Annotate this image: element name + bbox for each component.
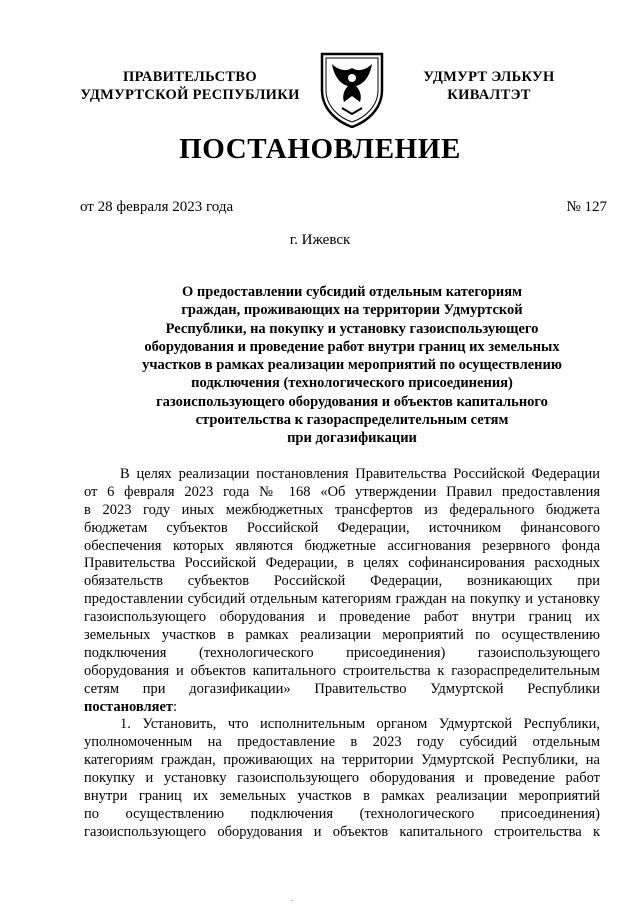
subject-line: строительства к газораспределительным сетям — [195, 412, 509, 429]
subject-line: участков в рамках реализации мероприятий по осуществлению — [142, 357, 562, 374]
header-right-line: КИВАЛТЭТ — [447, 87, 531, 103]
body-line: предоставлении субсидий отдельным категориям граждан на покупку и установку — [84, 591, 600, 608]
body-line-resolution — [84, 699, 600, 717]
body-line: подключения (технологического присоединения) газоиспользующего — [84, 644, 600, 661]
resolution-colon: : — [173, 698, 178, 715]
body-line: газоиспользующего оборудования и проведение работ внутри границ их — [84, 609, 600, 626]
body-line: сетям при догазификации» Правительство Удмуртской Республики — [84, 680, 600, 697]
subject-line: О предоставлении субсидий отдельным категориям — [182, 284, 522, 300]
document-subject — [80, 283, 624, 448]
header-left-line: УДМУРТСКОЙ РЕСПУБЛИКИ — [80, 87, 300, 103]
resolution-word: постановляет — [84, 698, 174, 715]
document-body — [84, 466, 600, 842]
government-name-russian — [74, 68, 306, 104]
body-line: от 6 февраля 2023 года № 168 «Об утверждении Правил предоставления — [84, 483, 600, 500]
government-name-udmurt — [404, 68, 574, 104]
body-line: внутри границ их земельных участков в рамках реализации мероприятий — [84, 788, 600, 805]
body-line: по осуществлению подключения (технологического присоединения) — [84, 805, 600, 822]
document-number: № 127 — [566, 199, 607, 215]
body-line: обеспечения которых являются бюджетные ассигнования резервного фонда — [84, 537, 600, 554]
body-line: 1. Установить, что исполнительным органом Удмуртской Республики, — [120, 716, 600, 733]
body-line: земельных участков в рамках реализации мероприятий по осуществлению — [84, 627, 600, 644]
body-line: газоиспользующего оборудования и объектов капитального строительства к — [84, 823, 600, 840]
header-left-line: ПРАВИТЕЛЬСТВО — [123, 69, 257, 85]
document-date: от 28 февраля 2023 года — [80, 199, 234, 215]
document-city: г. Ижевск — [289, 232, 351, 248]
subject-line: граждан, проживающих на территории Удмуртской — [181, 302, 523, 319]
subject-line: оборудования и проведение работ внутри границ их земельных — [144, 338, 560, 355]
body-line: оборудования и объектов капитального строительства к газораспределительным — [84, 662, 600, 679]
body-line: Правительства Российской Федерации, в целях софинансирования расходных — [84, 555, 600, 572]
subject-line: при догазификации — [287, 430, 417, 447]
subject-line: Республики, на покупку и установку газоиспользующего — [165, 320, 539, 337]
document-title: ПОСТАНОВЛЕНИЕ — [179, 133, 461, 165]
coat-of-arms-icon — [316, 50, 388, 128]
header-right-line: УДМУРТ ЭЛЬКУН — [423, 69, 555, 85]
scan-artifact — [291, 900, 293, 901]
body-line: бюджетам субъектов Российской Федерации, источником финансового — [84, 519, 600, 536]
body-line: В целях реализации постановления Правительства Российской Федерации — [120, 466, 600, 482]
subject-line: газоиспользующего оборудования и объектов капитального — [156, 393, 548, 410]
body-line: категориям граждан, проживающих на территории Удмуртской Республики, на — [84, 752, 600, 769]
body-line: покупку и установку газоиспользующего оборудования и проведение работ — [84, 770, 600, 787]
body-line: уполномоченным на предоставление в 2023 году субсидий отдельным — [84, 734, 600, 751]
subject-line: подключения (технологического присоединения) — [191, 375, 513, 392]
body-line: обязательств субъектов Российской Федерации, возникающих при — [84, 573, 600, 590]
body-line: в 2023 году иных межбюджетных трансфертов из федерального бюджета — [84, 501, 600, 518]
